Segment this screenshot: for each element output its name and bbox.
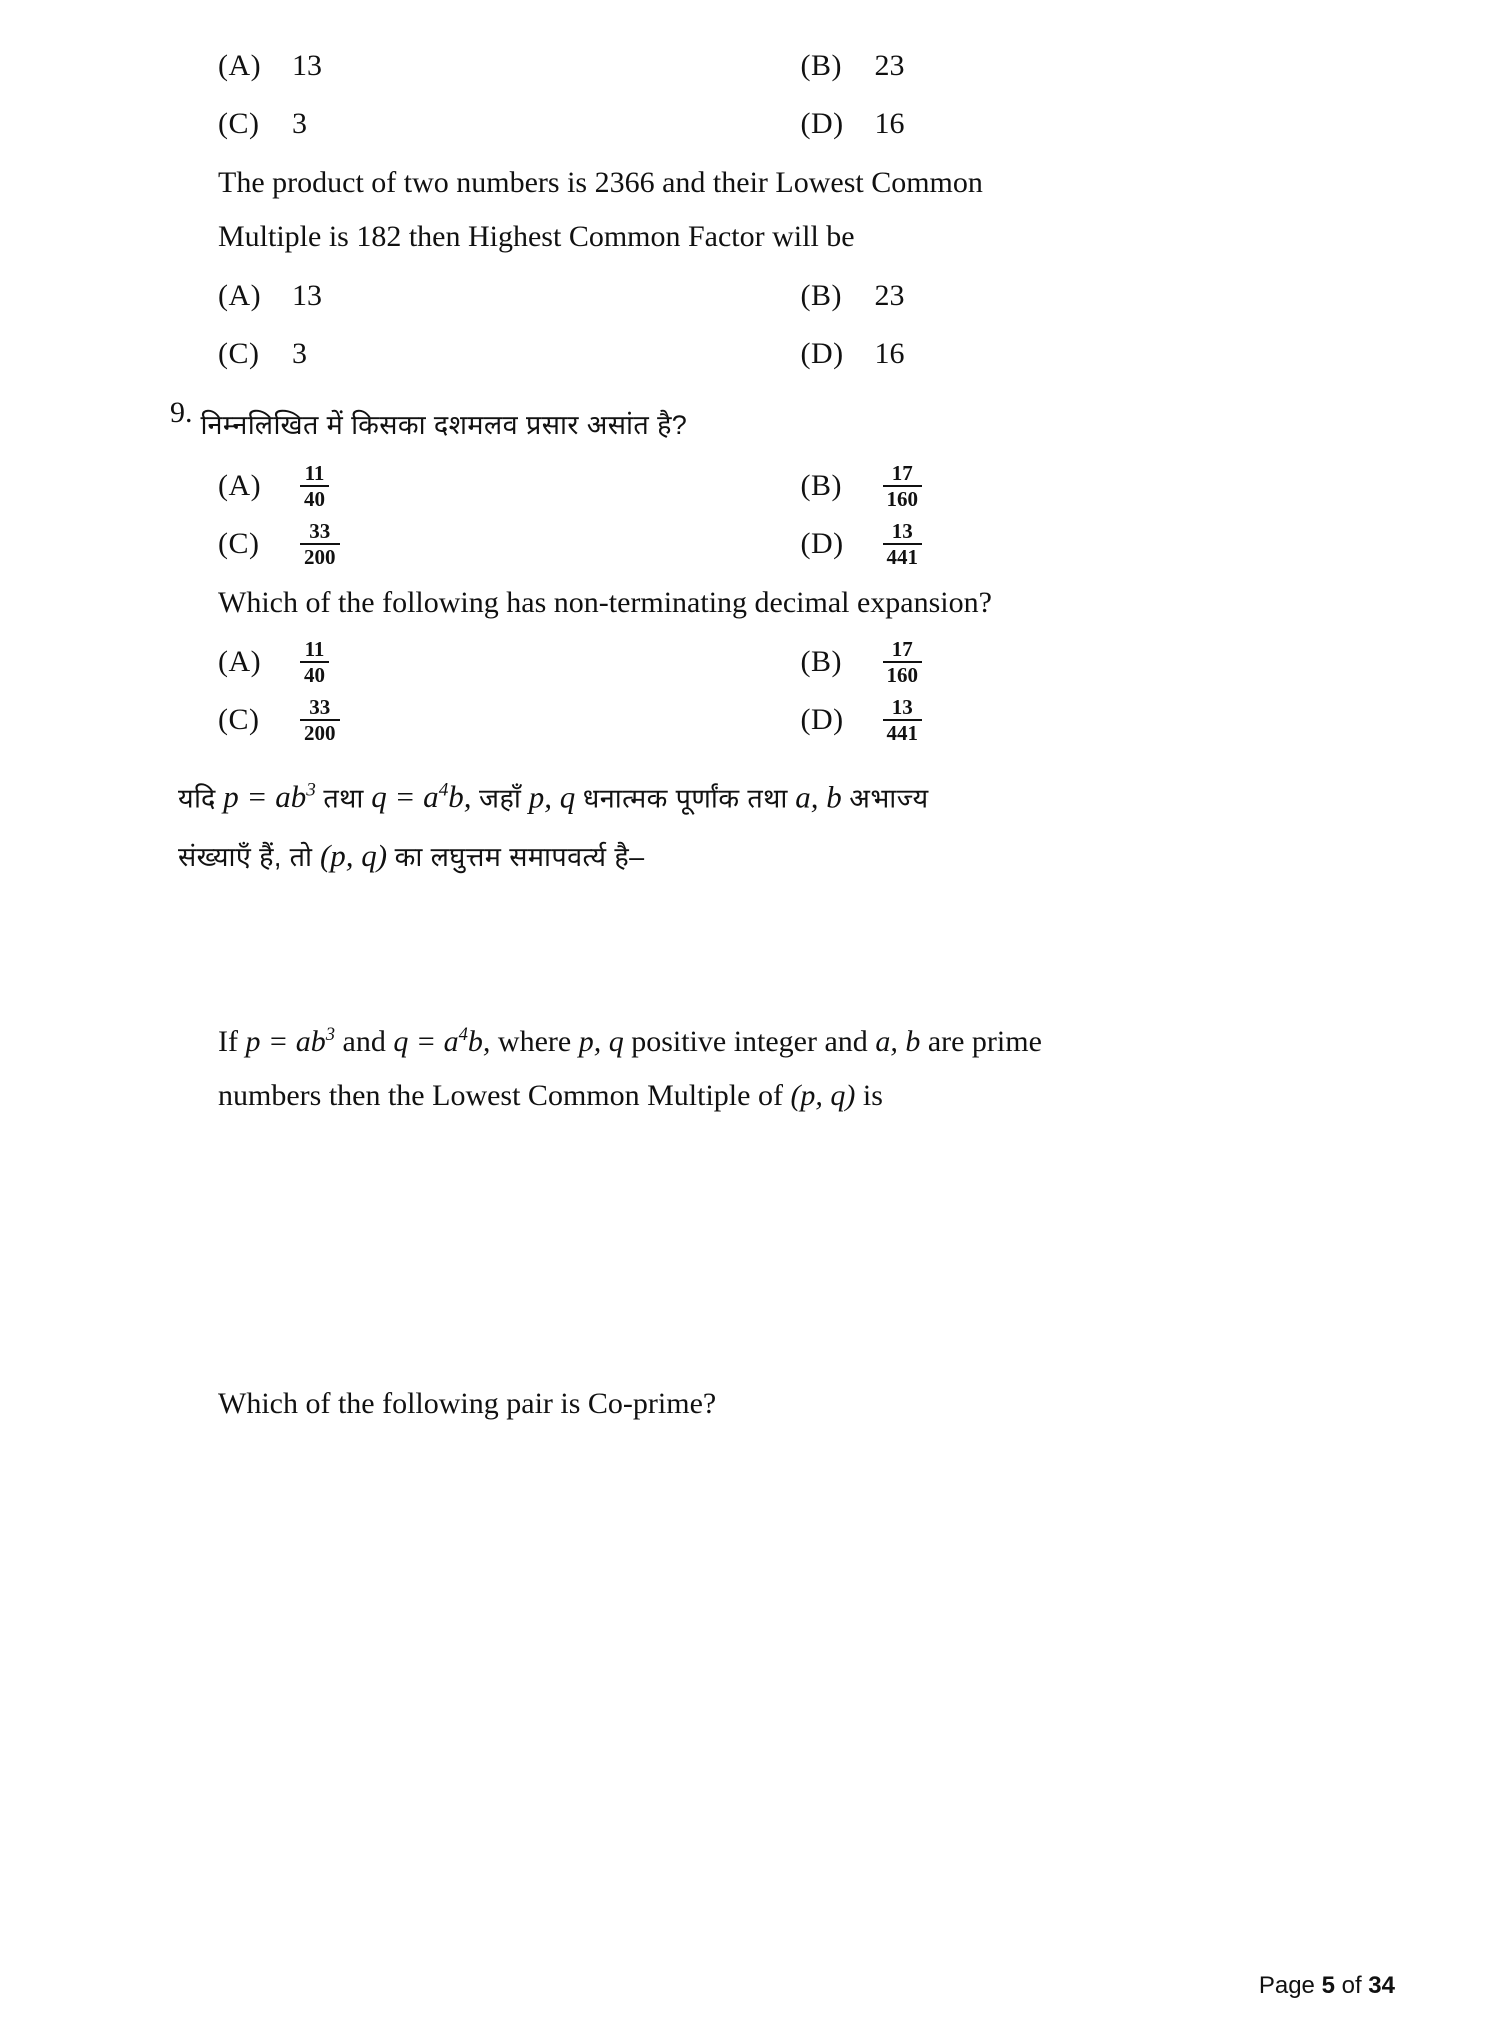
fraction-denominator: 200	[300, 543, 340, 568]
option-row	[170, 1187, 1395, 1239]
q10-hindi-abhajya: अभाज्य	[849, 783, 929, 814]
question-number: 9.	[170, 396, 193, 429]
q10-q-base: q = a	[371, 779, 439, 815]
option-c[interactable]	[170, 337, 783, 371]
fraction-33-200	[300, 696, 340, 744]
q10-p-expr	[223, 779, 316, 814]
option-b[interactable]	[783, 279, 1396, 313]
fraction-numerator: 33	[309, 518, 331, 543]
fraction-denominator: 40	[300, 485, 329, 510]
option-value-c: 3	[292, 107, 307, 140]
fraction-13-441	[883, 520, 923, 568]
option-label-b: (B)	[800, 49, 842, 82]
footer-page-number: 5	[1321, 1972, 1335, 1999]
fraction-13-441	[883, 696, 923, 744]
option-b[interactable]	[783, 462, 1396, 510]
statement-line: Multiple is 182 then Highest Common Factor will be	[218, 220, 855, 253]
option-row	[170, 950, 1395, 1002]
option-label-b: (B)	[800, 279, 842, 312]
q10-en-and: and	[342, 1025, 386, 1059]
option-b[interactable]	[783, 49, 1396, 83]
q10-pq-vars: p, q	[528, 779, 576, 815]
option-label-c: (C)	[218, 107, 260, 140]
option-row	[170, 892, 1395, 944]
question-10-hindi	[170, 762, 1395, 886]
option-label-a: (A)	[218, 469, 262, 502]
fraction-denominator: 441	[883, 543, 923, 568]
fraction-numerator: 33	[309, 694, 331, 719]
q10-en-q-tail: b,	[467, 1025, 491, 1059]
q10-en-positive: positive integer and	[631, 1025, 868, 1059]
option-value-a: 13	[292, 49, 322, 82]
option-row	[170, 40, 1395, 92]
option-label-a: (A)	[218, 49, 262, 82]
options-q10-english	[170, 1129, 1395, 1239]
fraction-11-40	[300, 462, 329, 510]
option-c[interactable]	[170, 107, 783, 141]
option-a[interactable]	[170, 462, 783, 510]
footer-prefix: Page	[1258, 1972, 1315, 1999]
footer-total-pages: 34	[1368, 1972, 1395, 1999]
option-row	[170, 1437, 1395, 1489]
option-a[interactable]	[170, 638, 783, 686]
fraction-11-40	[300, 638, 329, 686]
statement-line	[218, 1069, 1395, 1123]
statement-line: Which of the following pair is Co-prime?	[218, 1387, 717, 1421]
q10-en-pq-pair: (p, q)	[790, 1079, 856, 1113]
option-row	[170, 636, 1395, 688]
q10-hindi-tatha: तथा	[323, 783, 364, 814]
q10-p-exponent: 3	[306, 780, 316, 801]
fraction-33-200	[300, 520, 340, 568]
option-label-d: (D)	[800, 527, 844, 560]
q10-en-where: where	[497, 1025, 572, 1059]
fraction-denominator: 160	[883, 661, 923, 686]
options-q9-hindi	[170, 460, 1395, 570]
options-q11-hindi	[170, 1261, 1395, 1371]
q10-hindi-line2b: का लघुत्तम समापवर्त्य है–	[394, 842, 645, 873]
fraction-numerator: 11	[304, 460, 325, 485]
q10-p-base: p = ab	[223, 779, 307, 815]
q10-en-line2a: numbers then the Lowest Common Multiple of	[218, 1079, 783, 1113]
option-label-a: (A)	[218, 645, 262, 678]
statement-line: Which of the following has non-terminating decimal expansion?	[218, 586, 992, 619]
fraction-denominator: 200	[300, 719, 340, 744]
option-a[interactable]	[170, 279, 783, 313]
option-label-c: (C)	[218, 337, 260, 370]
option-label-c: (C)	[218, 527, 260, 560]
options-q11-english	[170, 1437, 1395, 1547]
option-row	[170, 328, 1395, 380]
q10-hindi-line2a: संख्याएँ हैं, तो	[178, 842, 313, 873]
option-b[interactable]	[783, 638, 1396, 686]
q10-hindi-jahan: जहाँ	[479, 783, 522, 814]
q10-en-p-exponent: 3	[325, 1024, 336, 1046]
q10-en-q-base: q = a	[393, 1025, 459, 1059]
fraction-numerator: 17	[891, 636, 913, 661]
q10-en-are-prime: are prime	[927, 1025, 1042, 1059]
option-d[interactable]	[783, 107, 1396, 141]
fraction-numerator: 13	[891, 694, 913, 719]
q10-en-q-expr	[393, 1025, 490, 1058]
statement-q8-english	[170, 156, 1395, 264]
option-c[interactable]	[170, 696, 783, 744]
option-value-b: 23	[874, 279, 905, 312]
option-label-d: (D)	[800, 703, 844, 736]
footer-of: of	[1341, 1972, 1362, 1999]
option-value-b: 23	[874, 49, 905, 82]
option-row	[170, 1129, 1395, 1181]
option-row	[170, 98, 1395, 150]
option-label-d: (D)	[800, 337, 844, 370]
q10-en-p-expr	[245, 1025, 335, 1058]
q10-hindi-yadi: यदि	[178, 783, 216, 814]
options-q9-english	[170, 636, 1395, 746]
option-label-a: (A)	[218, 279, 262, 312]
q10-q-tail: b,	[448, 779, 472, 815]
statement-q9-english	[170, 576, 1395, 630]
option-c[interactable]	[170, 520, 783, 568]
q10-en-ab: a, b	[875, 1025, 921, 1059]
option-d[interactable]	[783, 696, 1396, 744]
q10-q-expr	[371, 779, 471, 814]
option-row	[170, 694, 1395, 746]
fraction-17-160	[883, 638, 923, 686]
option-row	[170, 1261, 1395, 1313]
statement-line: The product of two numbers is 2366 and their Lowest Common	[218, 166, 983, 199]
fraction-denominator: 160	[883, 485, 923, 510]
question-9-hindi	[170, 396, 1395, 454]
q10-en-line2b: is	[862, 1079, 883, 1113]
statement-q11-english	[170, 1377, 1395, 1431]
option-a[interactable]	[170, 49, 783, 83]
option-label-b: (B)	[800, 645, 842, 678]
q10-ab-vars: a, b	[795, 779, 842, 815]
option-value-c: 3	[292, 337, 307, 370]
fraction-numerator: 17	[891, 460, 913, 485]
option-label-c: (C)	[218, 703, 260, 736]
option-row	[170, 270, 1395, 322]
option-d[interactable]	[783, 337, 1396, 371]
q10-en-if: If	[218, 1025, 238, 1059]
option-d[interactable]	[783, 520, 1396, 568]
option-row	[170, 1495, 1395, 1547]
question-text: निम्नलिखित में किसका दशमलव प्रसार असांत है?	[200, 410, 688, 440]
options-q10-hindi	[170, 892, 1395, 1002]
fraction-denominator: 40	[300, 661, 329, 686]
option-label-b: (B)	[800, 469, 842, 502]
q10-q-exponent: 4	[438, 780, 449, 801]
q10-pq-pair: (p, q)	[319, 838, 388, 874]
statement-q10-english	[170, 1008, 1395, 1123]
page-footer	[1259, 1972, 1395, 2000]
option-value-a: 13	[292, 279, 322, 312]
option-row	[170, 460, 1395, 512]
option-row	[170, 518, 1395, 570]
fraction-numerator: 11	[304, 636, 325, 661]
statement-line	[218, 1008, 1395, 1069]
q10-en-q-exponent: 4	[458, 1024, 468, 1046]
q10-en-p-base: p = ab	[245, 1025, 326, 1059]
option-value-d: 16	[874, 337, 905, 370]
fraction-numerator: 13	[891, 518, 913, 543]
option-value-d: 16	[874, 107, 905, 140]
fraction-17-160	[883, 462, 923, 510]
options-q8-english	[170, 270, 1395, 380]
option-label-d: (D)	[800, 107, 844, 140]
q10-en-pq: p, q	[578, 1025, 624, 1059]
fraction-denominator: 441	[883, 719, 923, 744]
question-text	[178, 762, 1395, 886]
q10-hindi-dhanatmak: धनात्मक पूर्णांक तथा	[582, 783, 788, 814]
option-row	[170, 1319, 1395, 1371]
options-q8-hindi	[170, 40, 1395, 150]
